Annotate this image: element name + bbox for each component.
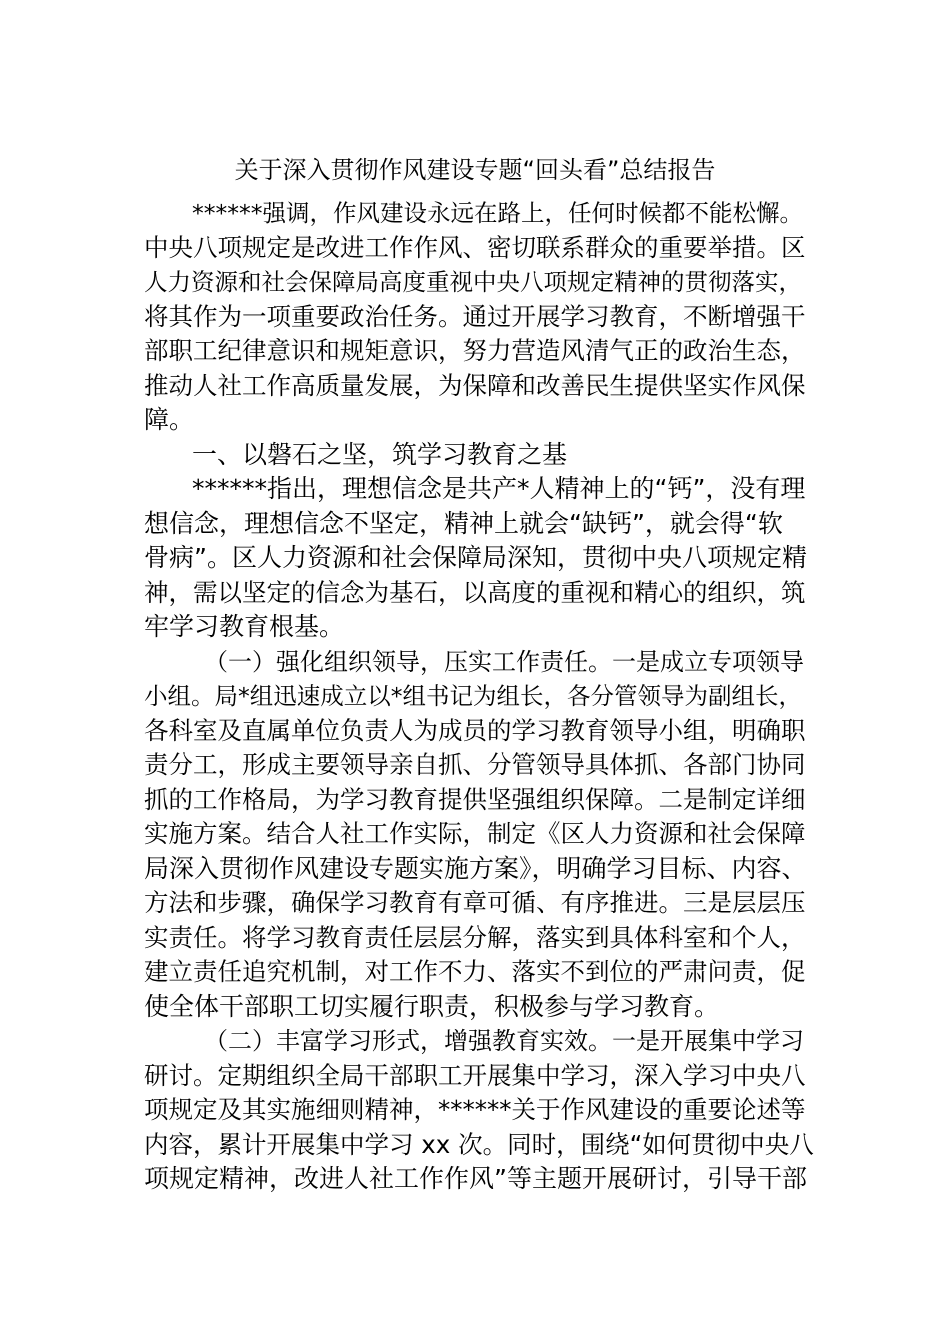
text-line: 内容，累计开展集中学习 xx 次。同时，围绕“如何贯彻中央八: [144, 1129, 814, 1159]
text-line: 牢学习教育根基。: [144, 612, 345, 641]
text-line: 实责任。将学习教育责任层层分解，落实到具体科室和个人，: [144, 922, 806, 952]
text-line: （一）强化组织领导，压实工作责任。一是成立专项领导: [204, 647, 804, 676]
text-line: 人力资源和社会保障局高度重视中央八项规定精神的贯彻落实，: [144, 268, 802, 296]
text-line: 小组。局*组迅速成立以*组书记为组长，各分管领导为副组长，: [144, 682, 802, 710]
text-line: 项规定及其实施细则精神，******关于作风建设的重要论述等: [144, 1095, 806, 1124]
text-line: 推动人社工作高质量发展，为保障和改善民生提供坚实作风保: [144, 370, 806, 400]
text-line: 抓的工作格局，为学习教育提供坚强组织保障。二是制定详细: [144, 784, 806, 814]
text-line: 责分工，形成主要领导亲自抓、分管领导具体抓、各部门协同: [144, 750, 806, 779]
text-line: （二）丰富学习形式，增强教育实效。一是开展集中学习: [204, 1027, 804, 1055]
text-line: 想信念，理想信念不坚定，精神上就会“缺钙”，就会得“软: [144, 508, 783, 538]
text-line: 一、以磐石之坚，筑学习教育之基: [192, 439, 568, 469]
text-line: 骨病”。区人力资源和社会保障局深知，贯彻中央八项规定精: [144, 543, 807, 572]
text-line: 方法和步骤，确保学习教育有章可循、有序推进。三是层层压: [144, 888, 806, 917]
text-line: 实施方案。结合人社工作实际，制定《区人力资源和社会保障: [144, 819, 806, 848]
text-line: 局深入贯彻作风建设专题实施方案》，明确学习目标、内容、: [144, 853, 807, 883]
text-line: 项规定精神，改进人社工作作风”等主题开展研讨，引导干部: [144, 1164, 807, 1193]
text-line: 神，需以坚定的信念为基石，以高度的重视和精心的组织，筑: [144, 577, 806, 607]
text-line: 中央八项规定是改进工作作风、密切联系群众的重要举措。区: [144, 232, 806, 262]
text-line: 使全体干部职工切实履行职责，积极参与学习教育。: [144, 991, 720, 1021]
text-line: ******强调，作风建设永远在路上，任何时候都不能松懈。: [192, 199, 803, 227]
text-line: ******指出，理想信念是共产*人精神上的“钙”，没有理: [192, 474, 806, 503]
document-title: 关于深入贯彻作风建设专题“回头看”总结报告: [234, 156, 716, 184]
text-line: 研讨。定期组织全局干部职工开展集中学习，深入学习中央八: [144, 1060, 806, 1090]
document-body: [144, 196, 814, 1197]
text-line: 将其作为一项重要政治任务。通过开展学习教育，不断增强干: [144, 301, 806, 331]
text-line: 障。: [144, 405, 195, 434]
text-line: 各科室及直属单位负责人为成员的学习教育领导小组，明确职: [144, 715, 806, 745]
text-line: 部职工纪律意识和规矩意识，努力营造风清气正的政治生态，: [144, 336, 806, 365]
text-line: 建立责任追究机制，对工作不力、落实不到位的严肃问责，促: [144, 957, 806, 986]
